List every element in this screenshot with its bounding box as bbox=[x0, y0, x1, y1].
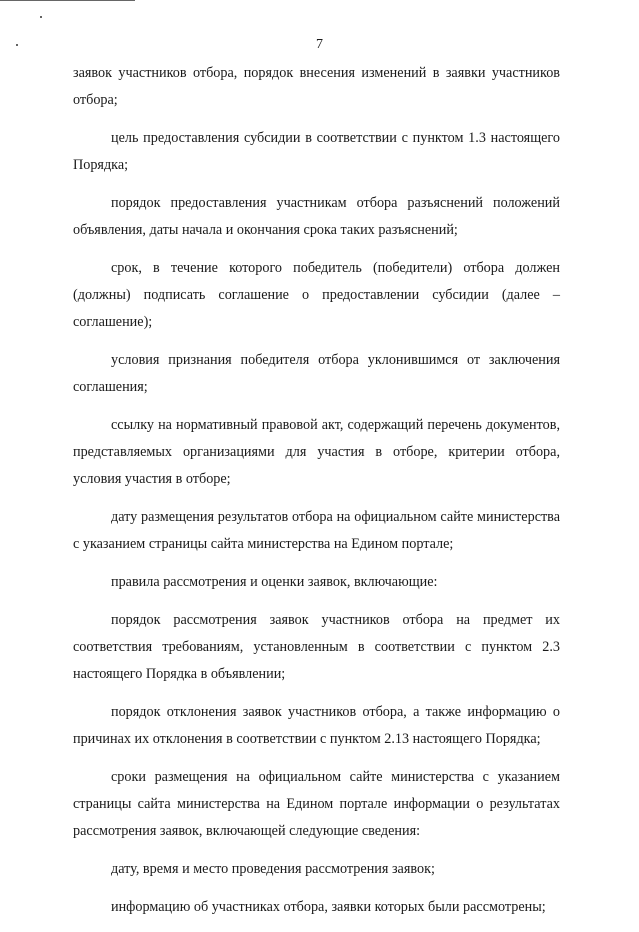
paragraph: условия признания победителя отбора уклонившимся от заключения соглашения; bbox=[73, 352, 560, 395]
page-number: 7 bbox=[316, 37, 323, 52]
paragraph: дату размещения результатов отбора на официальном сайте министерства с указанием страницы сайта министерства на Едином портале; bbox=[73, 509, 560, 552]
scan-speck bbox=[40, 16, 42, 18]
paragraph: порядок предоставления участникам отбора разъяснений положений объявления, даты начала и окончания срока таких разъяснений; bbox=[73, 195, 560, 238]
paragraph: правила рассмотрения и оценки заявок, включающие: bbox=[111, 574, 438, 590]
paragraph: порядок рассмотрения заявок участников отбора на предмет их соответствия требованиям, установленным в соответствии с пунктом 2.3 настоящего Порядка в объявлении; bbox=[73, 612, 560, 682]
paragraph: информацию об участниках отбора, заявки которых были рассмотрены; bbox=[111, 899, 546, 915]
paragraph: сроки размещения на официальном сайте министерства с указанием страницы сайта министерства на Едином портале информации о результатах рассмотрения заявок, включающей следующие сведения: bbox=[73, 769, 560, 839]
scan-edge-line bbox=[0, 0, 135, 1]
paragraph: цель предоставления субсидии в соответствии с пунктом 1.3 настоящего Порядка; bbox=[73, 130, 560, 173]
paragraph: дату, время и место проведения рассмотрения заявок; bbox=[111, 861, 435, 877]
paragraph: заявок участников отбора, порядок внесения изменений в заявки участников отбора; bbox=[73, 65, 560, 108]
document-body bbox=[73, 60, 560, 932]
paragraph: срок, в течение которого победитель (победители) отбора должен (должны) подписать соглашение о предоставлении субсидии (далее – соглашение); bbox=[73, 260, 560, 330]
paragraph: ссылку на нормативный правовой акт, содержащий перечень документов, представляемых организациями для участия в отборе, критерии отбора, условия участия в отборе; bbox=[73, 417, 560, 487]
paragraph: порядок отклонения заявок участников отбора, а также информацию о причинах их отклонения в соответствии с пунктом 2.13 настоящего Порядка; bbox=[73, 704, 560, 747]
